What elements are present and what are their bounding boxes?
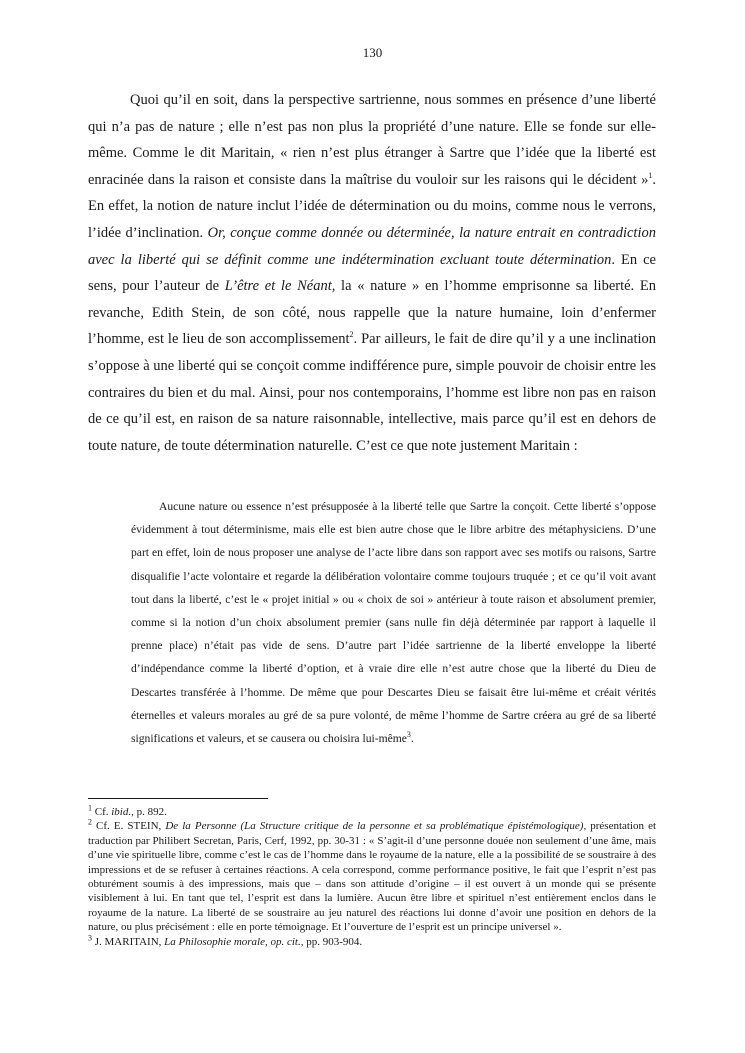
- main-paragraph: [88, 87, 656, 459]
- footnote-1: [88, 805, 656, 819]
- footnote-3: [88, 935, 656, 949]
- footnote-separator: [88, 798, 268, 799]
- footnote-text: J. MARITAIN,: [92, 935, 165, 948]
- footnote-2: [88, 819, 656, 934]
- paragraph-text: la « nature » en l’homme emprisonne sa liberté. En revanche, Edith Stein, de son côté, nous rappelle que la nature humaine, loin d’enfermer l’homme, est le lieu de son accomplissement: [88, 278, 656, 348]
- quote-text: Aucune nature ou essence n’est présupposée à la liberté telle que Sartre la conçoit. Cette liberté s’oppose évidemment à tout déterminisme, mais elle est bien autre chose que le libre arbitre des métaphysiciens. D’une part en effet, loin de nous proposer une analyse de l’acte libre dans son rapport avec ses motifs ou raisons, Sartre disqualifie l’acte volontaire et regarde la délibération volontaire comme toujours truquée ; et ce qu’il voit avant tout dans la liberté, c’est le « projet initial » ou « choix de soi » antérieur à toute raison et absolument premier, comme si la notion d’un choix absolument premier (sans nulle fin déjà déterminée par rapport à laquelle il prenne place) n’était pas vide de sens. D’autre part l’idée sartrienne de la liberté enveloppe la liberté d’indépendance comme la liberté d’option, et à vraie dire elle n’est autre chose que la liberté du Dieu de Descartes transférée à l’homme. De même que pour Descartes Dieu se faisait être lui-même et créait vérités éternelles et valeurs morales au gré de sa pure volonté, de même l’homme de Sartre créera au gré de sa liberté significations et valeurs, et se causera ou choisira lui-même: [131, 500, 656, 746]
- footnote-italic: De la Personne (La Structure critique de la personne et sa problématique épistémologique),: [165, 820, 587, 833]
- paragraph-italic: Or, conçue comme donnée ou déterminée, la nature entrait en contradiction avec la liberté qui se définit comme une indétermination excluant toute détermination: [88, 224, 656, 268]
- footnotes: [88, 805, 656, 949]
- footnote-ref-1[interactable]: 1: [648, 170, 653, 180]
- paragraph-text: . En effet, la notion de nature inclut l’idée de détermination ou du moins, comme nous le verrons, l’idée d’inclination.: [88, 171, 656, 241]
- quote-end: .: [410, 732, 414, 746]
- paragraph-text: . En ce sens, pour l’auteur de: [88, 251, 656, 295]
- page-number: 130: [362, 45, 383, 60]
- book-title-italic: L’être et le Néant,: [224, 278, 336, 295]
- footnote-text: présentation et traduction par Philibert Secretan, Paris, Cerf, 1992, pp. 30-31 : « S’agit-il d’une personne douée non seulement d’une âme, mais d’une vie spirituelle libre, comme c’est le cas de l’homme dans le royaume de la nature, elle a la possibilité de se soustraire à des impressions et de se refuser à certaines réactions. A cela correspond, comme performance positive, le fait que l’esprit n’est pas obturément soumis à des impressions, mais que – dans son attitude d’origine – il est ouvert à un monde qui se présente visiblement à lui. En tant que tel, l’esprit est dans la lumière. Aucun être libre et spirituel n’est entièrement enclos dans le royaume de la nature. La liberté de se soustraire au jeu naturel des réactions lui donne d’avoir une position en dehors de la nature, ou plus précisément : elle en porte témoignage. Et l’ouverture de l’esprit est un principe universel ».: [88, 820, 657, 934]
- footnote-italic: ibid.,: [111, 806, 134, 818]
- footnote-text: Cf. E. STEIN,: [92, 820, 166, 833]
- paragraph-text: . Par ailleurs, le fait de dire qu’il y a une inclination s’oppose à une liberté qui se conçoit comme indifférence pure, simple pouvoir de choisir entre les contraires du bien et du mal. Ainsi, pour nos contemporains, l’homme est libre non pas en raison de ce qu’il est, en raison de sa nature raisonnable, intellective, mais parce qu’il est en dehors de toute nature, de toute détermination naturelle. C’est ce que note justement Maritain :: [88, 331, 656, 454]
- footnote-ref-3[interactable]: 3: [406, 730, 411, 740]
- footnote-text: p. 892.: [133, 806, 167, 818]
- paragraph-text: Quoi qu’il en soit, dans la perspective sartrienne, nous sommes en présence d’une liberté qui n’a pas de nature ; elle n’est pas non plus la propriété d’une nature. Elle se fonde sur elle-même. Comme le dit Maritain, « rien n’est plus étranger à Sartre que l’idée que la liberté est enracinée dans la raison et consiste dans la maîtrise du vouloir sur les raisons qui le décident »: [88, 92, 656, 188]
- footnote-text: Cf.: [92, 806, 112, 818]
- footnote-text: pp. 903-904.: [303, 935, 363, 948]
- footnote-number: 2: [88, 817, 92, 827]
- footnote-ref-2[interactable]: 2: [349, 330, 354, 340]
- footnote-number: 1: [88, 803, 92, 813]
- footnote-number: 3: [88, 933, 92, 942]
- block-quote: [131, 495, 656, 750]
- footnote-italic: La Philosophie morale, op. cit.,: [164, 935, 304, 948]
